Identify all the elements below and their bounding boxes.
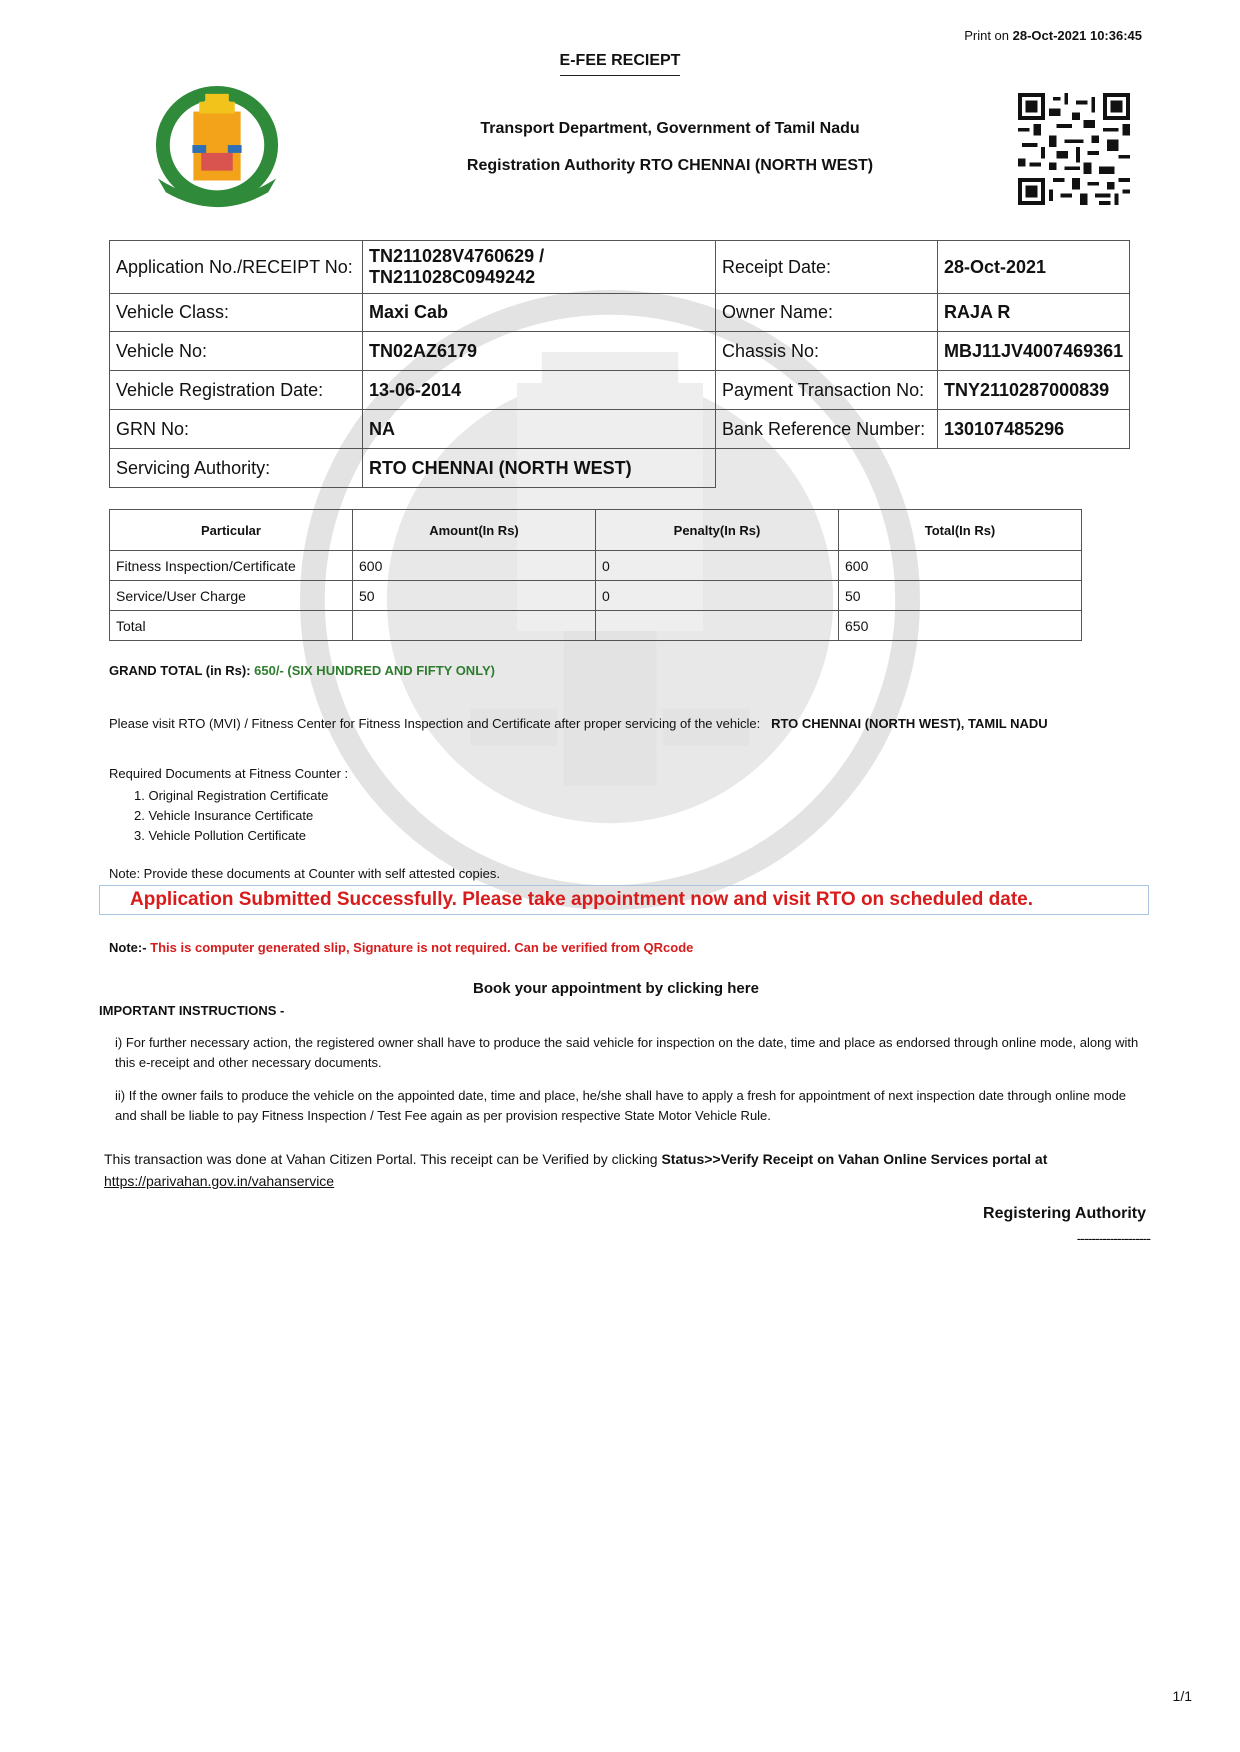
vehicle-no-label: Vehicle No: [110, 332, 363, 371]
portal-verification-text [104, 1148, 1144, 1192]
required-documents-list [118, 786, 328, 846]
col-header-particular: Particular [110, 510, 353, 551]
fee-penalty [596, 611, 839, 641]
fee-total: 600 [839, 551, 1082, 581]
fee-penalty: 0 [596, 581, 839, 611]
slip-note-label: Note:- [109, 940, 147, 955]
print-label: Print on [964, 28, 1010, 43]
document-title [0, 52, 1240, 70]
documents-note: Note: Provide these documents at Counter with self attested copies. [109, 866, 500, 881]
required-documents-heading: Required Documents at Fitness Counter : [109, 766, 349, 781]
print-datetime: 28-Oct-2021 10:36:45 [1012, 28, 1142, 43]
fee-amount: 50 [353, 581, 596, 611]
owner-name-label: Owner Name: [716, 294, 938, 332]
chassis-no-label: Chassis No: [716, 332, 938, 371]
grand-total-label: GRAND TOTAL (in Rs): [109, 663, 251, 678]
servicing-authority-value: RTO CHENNAI (NORTH WEST) [363, 449, 716, 488]
owner-name-value: RAJA R [938, 294, 1130, 332]
instruction-2: ii) If the owner fails to produce the vehicle on the appointed date, time and place, he/she shall have to apply a fresh for appointment of next inspection date through online mode and shall be liable to pay Fitness Inspection / Test Fee again as per provision respective State Motor Vehicle Rule. [115, 1088, 1127, 1123]
success-banner [99, 885, 1149, 915]
app-no-label: Application No./RECEIPT No: [110, 241, 363, 294]
grand-total [109, 663, 495, 678]
chassis-no-value: MBJ11JV4007469361 [938, 332, 1130, 371]
visit-text: Please visit RTO (MVI) / Fitness Center for Fitness Inspection and Certificate after proper servicing of the vehicle: [109, 716, 761, 731]
signature-line: -------------------- [1076, 1230, 1150, 1246]
fee-penalty: 0 [596, 551, 839, 581]
registration-authority: Registration Authority RTO CHENNAI (NORTH WEST) [466, 157, 874, 174]
registration-date-value: 13-06-2014 [363, 371, 716, 410]
fee-particular: Fitness Inspection/Certificate [110, 551, 353, 581]
registering-authority: Registering Authority [983, 1205, 1146, 1222]
fee-particular: Total [110, 611, 353, 641]
slip-note [109, 940, 693, 955]
table-row [110, 551, 1082, 581]
vehicle-class-label: Vehicle Class: [110, 294, 363, 332]
book-appointment-link[interactable]: Book your appointment by clicking here [473, 980, 759, 997]
payment-transaction-label: Payment Transaction No: [716, 371, 938, 410]
fee-amount: 600 [353, 551, 596, 581]
receipt-date-label: Receipt Date: [716, 241, 938, 294]
visit-instructions [109, 713, 1109, 734]
fee-table [109, 509, 1082, 641]
tamil-nadu-emblem-icon [138, 84, 296, 212]
print-timestamp [964, 28, 1142, 43]
title-text: E-FEE RECIEPT [560, 52, 681, 76]
vehicle-class-value: Maxi Cab [363, 294, 716, 332]
list-item: 2. Vehicle Insurance Certificate [134, 808, 314, 823]
table-row [110, 410, 1130, 449]
slip-note-text: This is computer generated slip, Signature is not required. Can be verified from QRcode [150, 940, 694, 955]
table-row [110, 449, 1130, 488]
success-message: Application Submitted Successfully. Please take appointment now and visit RTO on scheduled date. [130, 889, 1034, 910]
fee-total: 50 [839, 581, 1082, 611]
instruction-1: i) For further necessary action, the registered owner shall have to produce the said vehicle for inspection on the date, time and place as endorsed through online mode, along with this e-receipt and other necessary documents. [115, 1035, 1139, 1070]
portal-bold-text: Status>>Verify Receipt on Vahan Online Services portal at [661, 1151, 1048, 1167]
application-details-table [109, 240, 1130, 488]
fee-amount [353, 611, 596, 641]
vehicle-no-value: TN02AZ6179 [363, 332, 716, 371]
fee-total: 650 [839, 611, 1082, 641]
col-header-amount: Amount(In Rs) [353, 510, 596, 551]
important-instructions-heading: IMPORTANT INSTRUCTIONS - [99, 1003, 285, 1018]
empty-cell [716, 449, 1130, 488]
table-row [110, 241, 1130, 294]
col-header-total: Total(In Rs) [839, 510, 1082, 551]
grn-no-label: GRN No: [110, 410, 363, 449]
servicing-authority-label: Servicing Authority: [110, 449, 363, 488]
fee-particular: Service/User Charge [110, 581, 353, 611]
bank-reference-value: 130107485296 [938, 410, 1130, 449]
table-row [110, 611, 1082, 641]
grand-total-value: 650/- (SIX HUNDRED AND FIFTY ONLY) [254, 663, 495, 678]
fee-table-header [110, 510, 1082, 551]
department-name: Transport Department, Government of Tamil Nadu [480, 120, 860, 137]
list-item: 1. Original Registration Certificate [134, 788, 329, 803]
grn-no-value: NA [363, 410, 716, 449]
list-item: 3. Vehicle Pollution Certificate [134, 828, 306, 843]
table-row [110, 294, 1130, 332]
table-row [110, 371, 1130, 410]
payment-transaction-value: TNY2110287000839 [938, 371, 1130, 410]
page-number: 1/1 [1172, 1688, 1192, 1704]
col-header-penalty: Penalty(In Rs) [596, 510, 839, 551]
registration-date-label: Vehicle Registration Date: [110, 371, 363, 410]
parivahan-link[interactable]: https://parivahan.gov.in/vahanservice [104, 1173, 335, 1189]
bank-reference-label: Bank Reference Number: [716, 410, 938, 449]
visit-place: RTO CHENNAI (NORTH WEST), TAMIL NADU [771, 716, 1048, 731]
table-row [110, 581, 1082, 611]
qr-code-icon [1018, 93, 1130, 205]
app-no-value: TN211028V4760629 / TN211028C0949242 [363, 241, 716, 294]
receipt-date-value: 28-Oct-2021 [938, 241, 1130, 294]
portal-text: This transaction was done at Vahan Citizen Portal. This receipt can be Verified by clicking [104, 1151, 658, 1167]
table-row [110, 332, 1130, 371]
